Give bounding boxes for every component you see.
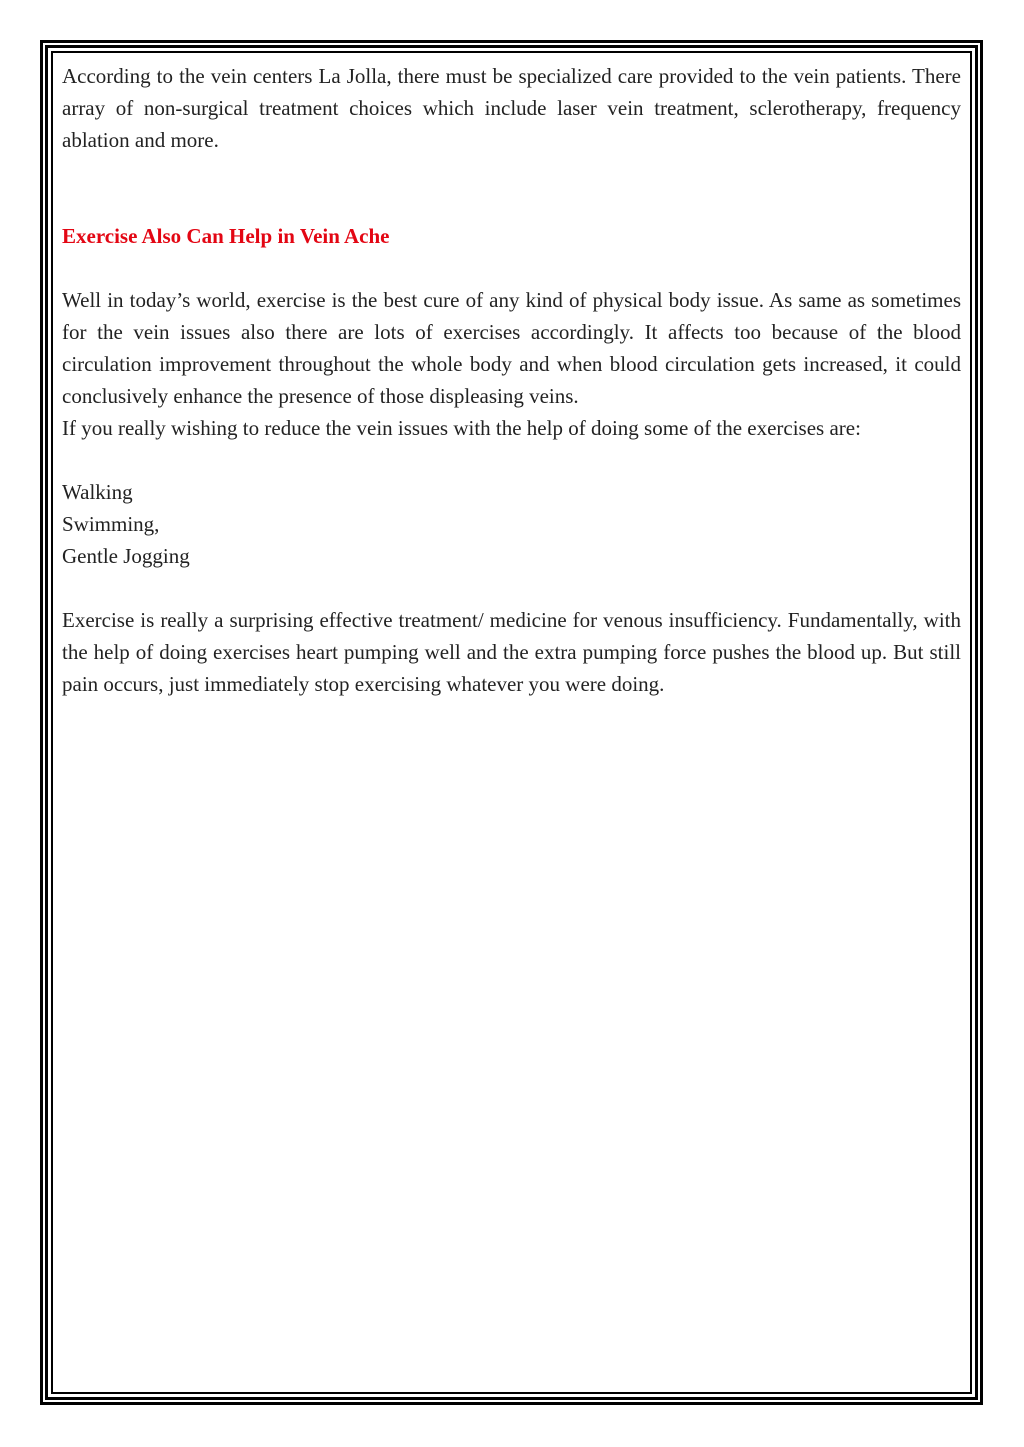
closing-paragraph: Exercise is really a surprising effective treatment/ medicine for venous insufficiency. Fundamentally, with the help of doing exercises heart pumping well and the extra pumping force pushes the blood up. But still pain occurs, just immediately stop exercising whatever you were doing. xyxy=(62,608,961,696)
list-item: Swimming, xyxy=(62,512,160,536)
intro-paragraph: According to the vein centers La Jolla, there must be specialized care provided to the vein patients. There array of non-surgical treatment choices which include laser vein treatment, sclerotherapy, frequency ablation and more. xyxy=(62,64,961,152)
spacer xyxy=(62,252,961,284)
section-paragraph-1: Well in today’s world, exercise is the best cure of any kind of physical body issue. As same as sometimes for the vein issues also there are lots of exercises accordingly. It affects too because of the blood circulation improvement throughout the whole body and when blood circulation gets increased, it could conclusively enhance the presence of those displeasing veins. xyxy=(62,288,961,408)
section-heading: Exercise Also Can Help in Vein Ache xyxy=(62,224,390,248)
exercise-list xyxy=(62,476,961,572)
list-item: Walking xyxy=(62,480,133,504)
section-paragraph-2: If you really wishing to reduce the vein issues with the help of doing some of the exercises are: xyxy=(62,416,861,440)
list-item: Gentle Jogging xyxy=(62,544,190,568)
spacer xyxy=(62,444,961,476)
spacer xyxy=(62,156,961,220)
document-body xyxy=(62,60,961,700)
spacer xyxy=(62,572,961,604)
